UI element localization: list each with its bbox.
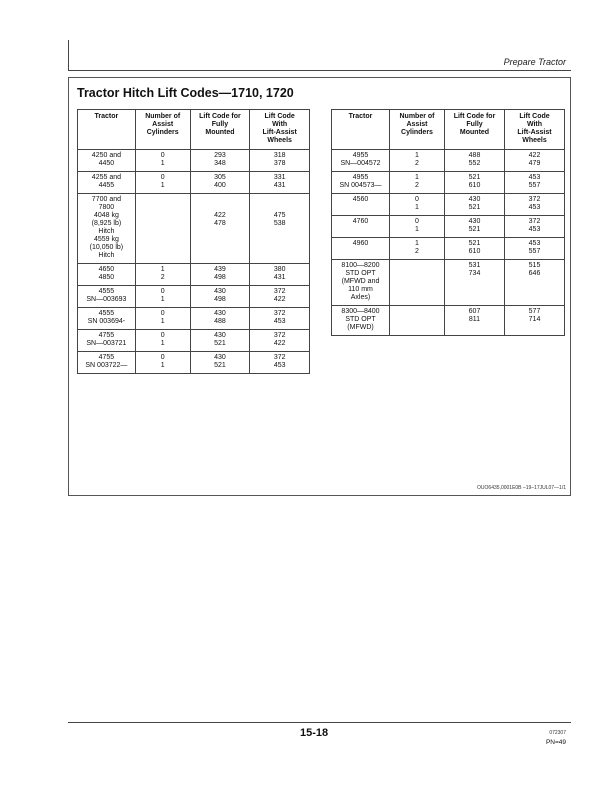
cell-line: 1: [415, 204, 419, 211]
cell-lift-code-fully-mounted: [445, 306, 505, 336]
cell-line: 557: [528, 248, 541, 255]
cell-line: 521: [468, 174, 481, 181]
cell-lift-code-fully-mounted: [190, 308, 250, 330]
cell-lift-code-lift-assist: [250, 286, 310, 308]
header-rule: [68, 70, 571, 71]
table-header-row: [332, 110, 565, 150]
cell-lift-code-fully-mounted: [190, 150, 250, 172]
cell-assist-cylinders: [135, 286, 190, 308]
cell-assist-cylinders: [135, 352, 190, 374]
cell-line: 557: [528, 182, 541, 189]
footer-rule: [68, 722, 571, 723]
cell-line: 4755: [98, 332, 115, 339]
cell-line: 610: [468, 248, 481, 255]
cell-line: 521: [468, 240, 481, 247]
table-row: [78, 352, 310, 374]
header-line: Lift Code for: [199, 113, 241, 120]
table-body: [78, 150, 310, 374]
cell-line: 488: [214, 318, 226, 325]
cell-line: 453: [528, 204, 541, 211]
cell-line: 4955: [352, 174, 369, 181]
cell-line: 4560: [352, 196, 369, 203]
cell-line: [193, 204, 248, 212]
table-body: [332, 150, 565, 336]
header-line: With: [272, 121, 288, 128]
cell-line: 1: [160, 266, 165, 273]
column-header-lift-code-lift-assist: [505, 110, 565, 150]
header-line: Number of: [399, 113, 435, 120]
cell-line: 1: [415, 226, 419, 233]
cell-line: 372: [528, 218, 541, 225]
header-line: Tractor: [348, 113, 373, 120]
table-row: [78, 194, 310, 264]
cell-line: 0: [160, 288, 165, 295]
cell-line: (10,050 lb): [89, 244, 124, 251]
cell-line: 4559 kg: [93, 236, 119, 243]
lift-code-table-right: [331, 109, 565, 336]
column-header-tractor: [332, 110, 390, 150]
table-row: [332, 150, 565, 172]
cell-line: STD OPT: [345, 316, 376, 323]
cell-assist-cylinders: [135, 150, 190, 172]
cell-line: 430: [468, 196, 481, 203]
cell-line: 4250 and: [91, 152, 121, 159]
cell-line: 372: [273, 332, 286, 339]
cell-line: SN—004572: [340, 160, 381, 167]
cell-line: 422: [214, 212, 226, 219]
cell-line: 521: [214, 340, 226, 347]
cell-line: 498: [214, 274, 226, 281]
cell-line: 331: [273, 174, 286, 181]
cell-line: 475: [273, 212, 286, 219]
cell-line: Hitch: [98, 252, 115, 259]
table-row: [332, 194, 565, 216]
cell-line: 8300—8400: [341, 308, 380, 315]
cell-line: (8,925 lb): [91, 220, 122, 227]
cell-line: 378: [273, 160, 286, 167]
cell-line: 0: [415, 196, 419, 203]
header-line: Mounted: [205, 129, 235, 136]
cell-line: 453: [273, 318, 286, 325]
cell-line: SN 003722—: [85, 362, 128, 369]
table-header-row: [78, 110, 310, 150]
header-line: Number of: [145, 113, 181, 120]
header-line: Wheels: [522, 137, 547, 144]
cell-tractor: [78, 308, 136, 330]
cell-line: SN 004573—: [339, 182, 382, 189]
cell-line: SN 003694-: [87, 318, 126, 325]
cell-line: 4650: [98, 266, 115, 273]
cell-line: 4850: [98, 274, 115, 281]
header-line: Lift-Assist: [262, 129, 297, 136]
cell-assist-cylinders: [135, 194, 190, 264]
cell-lift-code-lift-assist: [250, 308, 310, 330]
cell-line: 2: [415, 182, 419, 189]
cell-lift-code-fully-mounted: [445, 238, 505, 260]
cell-line: 2: [415, 160, 419, 167]
cell-line: 1: [415, 240, 419, 247]
date-code: 072307: [549, 730, 566, 736]
table-row: [332, 306, 565, 336]
cell-tractor: [78, 172, 136, 194]
cell-tractor: [78, 194, 136, 264]
cell-line: 422: [528, 152, 541, 159]
cell-tractor: [332, 216, 390, 238]
cell-line: 439: [214, 266, 226, 273]
cell-line: 305: [214, 174, 226, 181]
cell-line: Hitch: [98, 228, 115, 235]
cell-assist-cylinders: [390, 306, 445, 336]
cell-tractor: [78, 150, 136, 172]
cell-line: 430: [214, 332, 226, 339]
cell-assist-cylinders: [390, 172, 445, 194]
header-line: Cylinders: [146, 129, 179, 136]
cell-lift-code-fully-mounted: [190, 352, 250, 374]
table-row: [78, 264, 310, 286]
cell-lift-code-fully-mounted: [190, 194, 250, 264]
cell-lift-code-lift-assist: [505, 238, 565, 260]
cell-line: STD OPT: [345, 270, 376, 277]
cell-lift-code-fully-mounted: [190, 264, 250, 286]
cell-assist-cylinders: [390, 260, 445, 306]
cell-line: 1: [160, 340, 165, 347]
cell-line: 0: [160, 354, 165, 361]
cell-lift-code-lift-assist: [505, 260, 565, 306]
cell-line: 4455: [98, 182, 115, 189]
cell-line: 1: [160, 182, 165, 189]
page-title: Tractor Hitch Lift Codes—1710, 1720: [77, 86, 294, 100]
cell-line: SN—003721: [86, 340, 127, 347]
cell-line: 453: [528, 174, 541, 181]
cell-line: 4048 kg: [93, 212, 119, 219]
cell-line: 1: [160, 318, 165, 325]
cell-assist-cylinders: [135, 172, 190, 194]
cell-line: 453: [273, 362, 286, 369]
cell-line: 521: [214, 362, 226, 369]
cell-tractor: [332, 194, 390, 216]
column-header-lift-code-lift-assist: [250, 110, 310, 150]
cell-lift-code-lift-assist: [505, 172, 565, 194]
cell-line: 521: [468, 204, 481, 211]
cell-lift-code-lift-assist: [250, 330, 310, 352]
cell-lift-code-fully-mounted: [190, 330, 250, 352]
header-line: Cylinders: [401, 129, 433, 136]
cell-line: 400: [214, 182, 226, 189]
cell-lift-code-fully-mounted: [445, 194, 505, 216]
cell-line: 7800: [98, 204, 115, 211]
cell-line: 515: [528, 262, 541, 269]
cell-line: 348: [214, 160, 226, 167]
cell-line: 372: [273, 288, 286, 295]
header-line: Assist: [406, 121, 428, 128]
pn-code: PN=49: [545, 739, 566, 746]
header-line: Tractor: [94, 113, 119, 120]
cell-tractor: [78, 352, 136, 374]
cell-line: 4555: [98, 310, 115, 317]
cell-lift-code-lift-assist: [505, 216, 565, 238]
header-line: Wheels: [267, 137, 292, 144]
cell-line: 488: [468, 152, 481, 159]
cell-line: 1: [160, 362, 165, 369]
cell-tractor: [332, 260, 390, 306]
cell-line: 0: [160, 310, 165, 317]
cell-lift-code-lift-assist: [505, 306, 565, 336]
cell-lift-code-lift-assist: [250, 150, 310, 172]
reference-code: OUO6435,0001E0B –19–17JUL07—1/1: [477, 485, 566, 491]
cell-line: 293: [214, 152, 226, 159]
cell-lift-code-fully-mounted: [190, 286, 250, 308]
cell-assist-cylinders: [390, 194, 445, 216]
cell-line: 422: [273, 340, 286, 347]
running-header: Prepare Tractor: [503, 57, 566, 67]
cell-lift-code-lift-assist: [505, 150, 565, 172]
cell-tractor: [332, 150, 390, 172]
cell-line: 430: [468, 218, 481, 225]
cell-line: 4955: [352, 152, 369, 159]
cell-line: 430: [214, 354, 226, 361]
cell-line: 1: [160, 160, 165, 167]
table-row: [332, 260, 565, 306]
table-row: [332, 216, 565, 238]
cell-line: 4755: [98, 354, 115, 361]
cell-line: 498: [214, 296, 226, 303]
cell-line: 0: [415, 218, 419, 225]
cell-lift-code-lift-assist: [505, 194, 565, 216]
cell-tractor: [78, 286, 136, 308]
header-line: Fully: [466, 121, 483, 128]
cell-tractor: [332, 238, 390, 260]
table-row: [332, 172, 565, 194]
cell-lift-code-lift-assist: [250, 194, 310, 264]
page-number: 15-18: [300, 727, 329, 739]
cell-line: 610: [468, 182, 481, 189]
table-row: [78, 172, 310, 194]
cell-line: 646: [528, 270, 541, 277]
cell-line: 0: [160, 332, 165, 339]
cell-line: 372: [273, 310, 286, 317]
column-header-lift-code-fully-mounted: [190, 110, 250, 150]
cell-line: 453: [528, 226, 541, 233]
cell-line: [252, 204, 307, 212]
lift-code-table-left: [77, 109, 310, 374]
cell-line: 478: [214, 220, 226, 227]
cell-line: 4760: [352, 218, 369, 225]
cell-line: 2: [160, 274, 165, 281]
cell-line: 8100—8200: [341, 262, 380, 269]
cell-tractor: [332, 172, 390, 194]
cell-line: 430: [214, 310, 226, 317]
cell-tractor: [78, 330, 136, 352]
cell-line: 431: [273, 274, 286, 281]
cell-line: 811: [468, 316, 481, 323]
table-row: [78, 308, 310, 330]
cell-line: 552: [468, 160, 481, 167]
cell-line: 318: [273, 152, 286, 159]
cell-line: (MFWD and: [341, 278, 380, 285]
cell-line: 538: [273, 220, 286, 227]
cell-line: [252, 196, 307, 204]
cell-tractor: [332, 306, 390, 336]
cell-line: 714: [528, 316, 541, 323]
table-row: [332, 238, 565, 260]
cell-line: 372: [528, 196, 541, 203]
cell-line: 4255 and: [91, 174, 121, 181]
cell-line: 1: [415, 152, 419, 159]
cell-line: 453: [528, 240, 541, 247]
cell-line: SN—003693: [86, 296, 127, 303]
column-header-lift-code-fully-mounted: [445, 110, 505, 150]
cell-line: 0: [160, 174, 165, 181]
cell-lift-code-lift-assist: [250, 352, 310, 374]
cell-line: 110 mm: [348, 286, 373, 293]
column-header-assist-cylinders: [390, 110, 445, 150]
cell-lift-code-fully-mounted: [445, 260, 505, 306]
header-line: Assist: [152, 121, 174, 128]
header-line: Mounted: [459, 129, 490, 136]
cell-line: [193, 196, 248, 204]
cell-assist-cylinders: [135, 330, 190, 352]
cell-lift-code-lift-assist: [250, 264, 310, 286]
cell-assist-cylinders: [135, 264, 190, 286]
cell-lift-code-lift-assist: [250, 172, 310, 194]
cell-lift-code-fully-mounted: [445, 150, 505, 172]
header-left-rule: [68, 40, 69, 70]
cell-line: 4960: [352, 240, 369, 247]
cell-line: 422: [273, 296, 286, 303]
cell-line: 1: [415, 174, 419, 181]
cell-lift-code-fully-mounted: [445, 216, 505, 238]
header-line: Fully: [211, 121, 229, 128]
cell-tractor: [78, 264, 136, 286]
table-row: [78, 330, 310, 352]
cell-line: 531: [468, 262, 481, 269]
header-line: Lift-Assist: [517, 129, 552, 136]
cell-line: 380: [273, 266, 286, 273]
cell-assist-cylinders: [390, 150, 445, 172]
cell-line: 577: [528, 308, 541, 315]
cell-assist-cylinders: [390, 216, 445, 238]
table-row: [78, 150, 310, 172]
table-row: [78, 286, 310, 308]
cell-line: (MFWD): [347, 324, 374, 331]
cell-line: 430: [214, 288, 226, 295]
cell-line: 607: [468, 308, 481, 315]
cell-line: 4450: [98, 160, 115, 167]
cell-line: Axles): [350, 294, 371, 301]
column-header-assist-cylinders: [135, 110, 190, 150]
header-line: With: [526, 121, 543, 128]
cell-line: 4555: [98, 288, 115, 295]
header-line: Lift Code: [519, 113, 550, 120]
cell-assist-cylinders: [390, 238, 445, 260]
header-line: Lift Code for: [453, 113, 496, 120]
cell-line: 1: [160, 296, 165, 303]
cell-assist-cylinders: [135, 308, 190, 330]
cell-line: 0: [160, 152, 165, 159]
cell-line: 7700 and: [91, 196, 121, 203]
cell-line: 734: [468, 270, 481, 277]
cell-line: 431: [273, 182, 286, 189]
cell-lift-code-fully-mounted: [190, 172, 250, 194]
cell-line: 2: [415, 248, 419, 255]
column-header-tractor: [78, 110, 136, 150]
header-line: Lift Code: [264, 113, 295, 120]
cell-line: 372: [273, 354, 286, 361]
cell-line: 521: [468, 226, 481, 233]
cell-line: 479: [528, 160, 541, 167]
cell-lift-code-fully-mounted: [445, 172, 505, 194]
